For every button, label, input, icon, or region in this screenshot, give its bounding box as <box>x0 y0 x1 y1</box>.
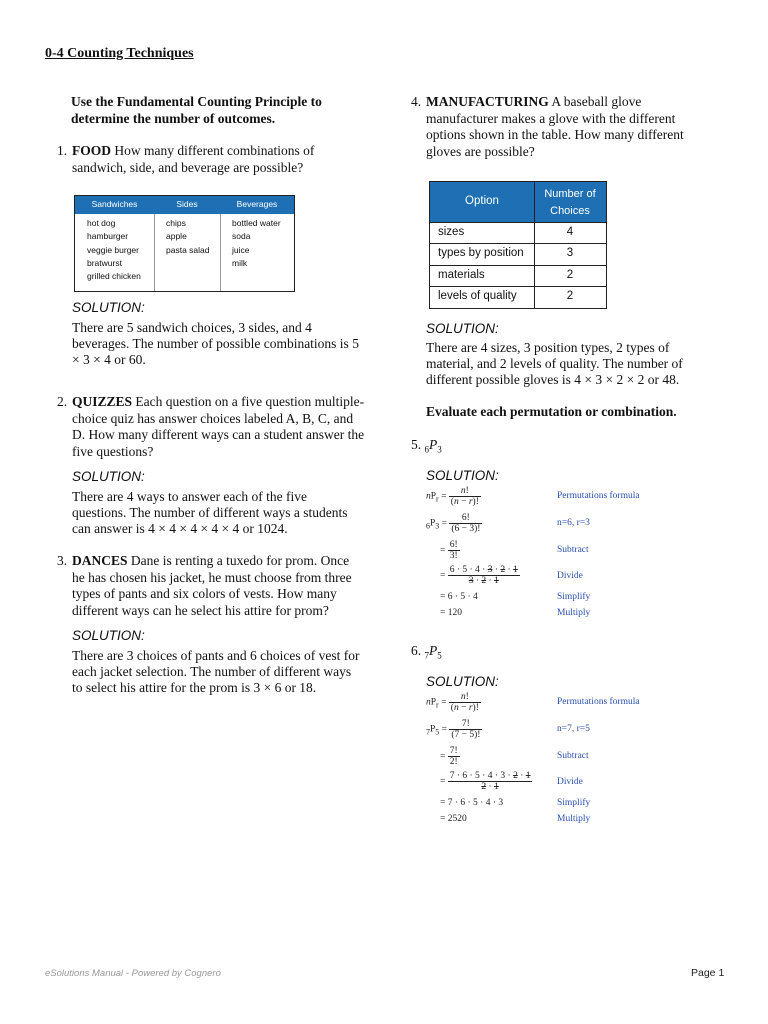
header-sandwiches: Sandwiches <box>91 199 138 209</box>
step-description: Subtract <box>557 545 589 555</box>
glove-options-table <box>429 181 607 309</box>
table-row <box>430 243 606 265</box>
list-item: bottled water <box>232 218 281 228</box>
formula-step: = $\frac{7!}{2!}$ <box>440 746 458 767</box>
divider <box>154 214 155 291</box>
table-row <box>430 222 606 244</box>
table-header <box>75 196 294 214</box>
list-item: veggie burger <box>87 244 139 255</box>
list-item: milk <box>232 257 248 268</box>
solution-label: SOLUTION: <box>426 468 499 483</box>
sides-column <box>166 217 209 257</box>
solution-label: SOLUTION: <box>72 469 145 484</box>
solution-label: SOLUTION: <box>72 628 145 643</box>
subscript-r: 5 <box>437 650 442 661</box>
problem-number: 3. <box>57 553 68 568</box>
sandwiches-column <box>87 217 141 283</box>
solution-label: SOLUTION: <box>426 674 499 689</box>
list-item: grilled chicken <box>87 271 141 282</box>
solution-text: There are 4 sizes, 3 position types, 2 types of material, and 2 levels of quality. The number of different possible gloves is 4 × 3 × 2 × 2 or 48. <box>426 340 683 387</box>
formula-step: = 7 · 6 · 5 · 4 · 3 <box>440 798 504 808</box>
header-option: Option <box>465 195 499 207</box>
step-description: Multiply <box>557 608 591 618</box>
permutation-symbol: P <box>429 437 438 452</box>
step-description: Simplify <box>557 798 591 808</box>
formula-step: = 6 · 5 · 4 <box>440 592 478 602</box>
formula-step: = $\frac{6 \cdot 5 \cdot 4 \cdot 3 \cdot 2 \cdot 1}{3 \cdot 2 \cdot 1}$ <box>440 565 518 586</box>
step-description: Multiply <box>557 814 591 824</box>
solution-label: SOLUTION: <box>72 300 145 315</box>
problem-number: 4. <box>411 94 422 109</box>
subscript-n: 7 <box>424 650 429 661</box>
step-description: n=7, r=5 <box>557 724 590 734</box>
list-item: juice <box>232 244 250 255</box>
problem-number: 1. <box>57 143 68 158</box>
option-cell: sizes <box>438 226 465 238</box>
formula-step: = $\frac{7 \cdot 6 \cdot 5 \cdot 4 \cdot 3 \cdot 2 \cdot 1}{2 \cdot 1}$ <box>440 771 531 792</box>
option-cell: levels of quality <box>438 290 517 302</box>
formula-step: $_7P_5$ = $\frac{7!}{(7 - 5)!}$ <box>426 719 481 740</box>
list-item: hot dog <box>87 218 116 228</box>
table-row <box>430 265 606 287</box>
list-item: apple <box>166 231 187 242</box>
solution-text: There are 4 ways to answer each of the five questions. The number of different ways a students can answer is 4 × 4 × 4 × 4 × 4 or 1024. <box>72 489 348 536</box>
problem-text: How many different combinations of sandwich, side, and beverage are possible? <box>72 143 315 175</box>
step-description: Divide <box>557 777 583 787</box>
problem-6 <box>411 643 442 661</box>
solution-label: SOLUTION: <box>426 321 499 336</box>
table-header <box>430 182 606 222</box>
solution-text: There are 3 choices of pants and 6 choices of vest for each jacket selection. The number of different ways to select his attire for the prom is 3 × 6 or 18. <box>72 648 360 695</box>
solution-text: There are 5 sandwich choices, 3 sides, and 4 beverages. The number of possible combinations is 5 × 3 × 4 or 60. <box>72 320 359 367</box>
formula-step: $nP_r$ = $\frac{n!}{(n - r)!}$ <box>426 486 479 507</box>
step-description: Subtract <box>557 751 589 761</box>
problem-keyword: QUIZZES <box>72 394 133 409</box>
formula-step: = 2520 <box>440 814 467 824</box>
problem-3 <box>57 553 362 619</box>
formula-step: $nP_r$ = $\frac{n!}{(n - r)!}$ <box>426 692 479 713</box>
subscript-r: 3 <box>437 444 442 455</box>
list-item: chips <box>166 218 186 228</box>
problem-number: 2. <box>57 394 68 409</box>
instruction-evaluate: Evaluate each permutation or combination. <box>426 404 677 419</box>
problem-5 <box>411 437 442 455</box>
choices-cell: 2 <box>566 290 574 302</box>
option-cell: types by position <box>438 247 524 259</box>
problem-2 <box>57 394 368 460</box>
choices-cell: 2 <box>566 269 574 281</box>
step-description: Permutations formula <box>557 491 640 501</box>
footer-credit: eSolutions Manual - Powered by Cognero <box>45 968 221 979</box>
beverages-column <box>232 217 281 270</box>
option-cell: materials <box>438 269 485 281</box>
step-description: Permutations formula <box>557 697 640 707</box>
subscript-n: 6 <box>424 444 429 455</box>
header-beverages: Beverages <box>236 199 278 209</box>
problem-1 <box>57 143 362 176</box>
choices-cell: 4 <box>566 226 574 238</box>
formula-step: $_6P_3$ = $\frac{6!}{(6 - 3)!}$ <box>426 513 481 534</box>
list-item: soda <box>232 231 251 242</box>
problem-keyword: MANUFACTURING <box>426 94 549 109</box>
problem-keyword: DANCES <box>72 553 128 568</box>
header-sides: Sides <box>176 199 198 209</box>
header-line: Number of <box>544 188 596 200</box>
problem-number: 6. <box>411 643 422 658</box>
header-number-of-choices <box>534 186 606 220</box>
list-item: hamburger <box>87 231 129 242</box>
problem-4 <box>411 94 694 160</box>
problem-text: Dane is renting a tuxedo for prom. Once he has chosen his jacket, he must choose from three types of pants and six colors of vests. How many different ways can he select his attire for prom? <box>72 553 352 618</box>
header-line: Choices <box>550 205 590 217</box>
divider <box>220 214 221 291</box>
step-description: n=6, r=3 <box>557 518 590 528</box>
page-title: 0-4 Counting Techniques <box>45 46 194 61</box>
step-description: Divide <box>557 571 583 581</box>
formula-step: = 120 <box>440 608 462 618</box>
page-number: Page 1 <box>691 967 725 979</box>
table-row <box>430 286 606 308</box>
step-description: Simplify <box>557 592 591 602</box>
list-item: pasta salad <box>166 244 210 255</box>
permutation-symbol: P <box>429 643 438 658</box>
problem-text: Each question on a five question multiple-choice quiz has answer choices labeled A, B, C, and D. How many different ways can a student answer the five questions? <box>72 394 365 459</box>
problem-number: 5. <box>411 437 422 452</box>
food-table <box>74 195 295 292</box>
list-item: bratwurst <box>87 257 122 268</box>
problem-text: A baseball glove manufacturer makes a glove with the different options shown in the table. How many different gloves are possible? <box>426 94 684 159</box>
problem-keyword: FOOD <box>72 143 111 158</box>
instruction-fcp: Use the Fundamental Counting Principle to determine the number of outcomes. <box>71 94 322 126</box>
formula-step: = $\frac{6!}{3!}$ <box>440 540 458 561</box>
choices-cell: 3 <box>566 247 574 259</box>
